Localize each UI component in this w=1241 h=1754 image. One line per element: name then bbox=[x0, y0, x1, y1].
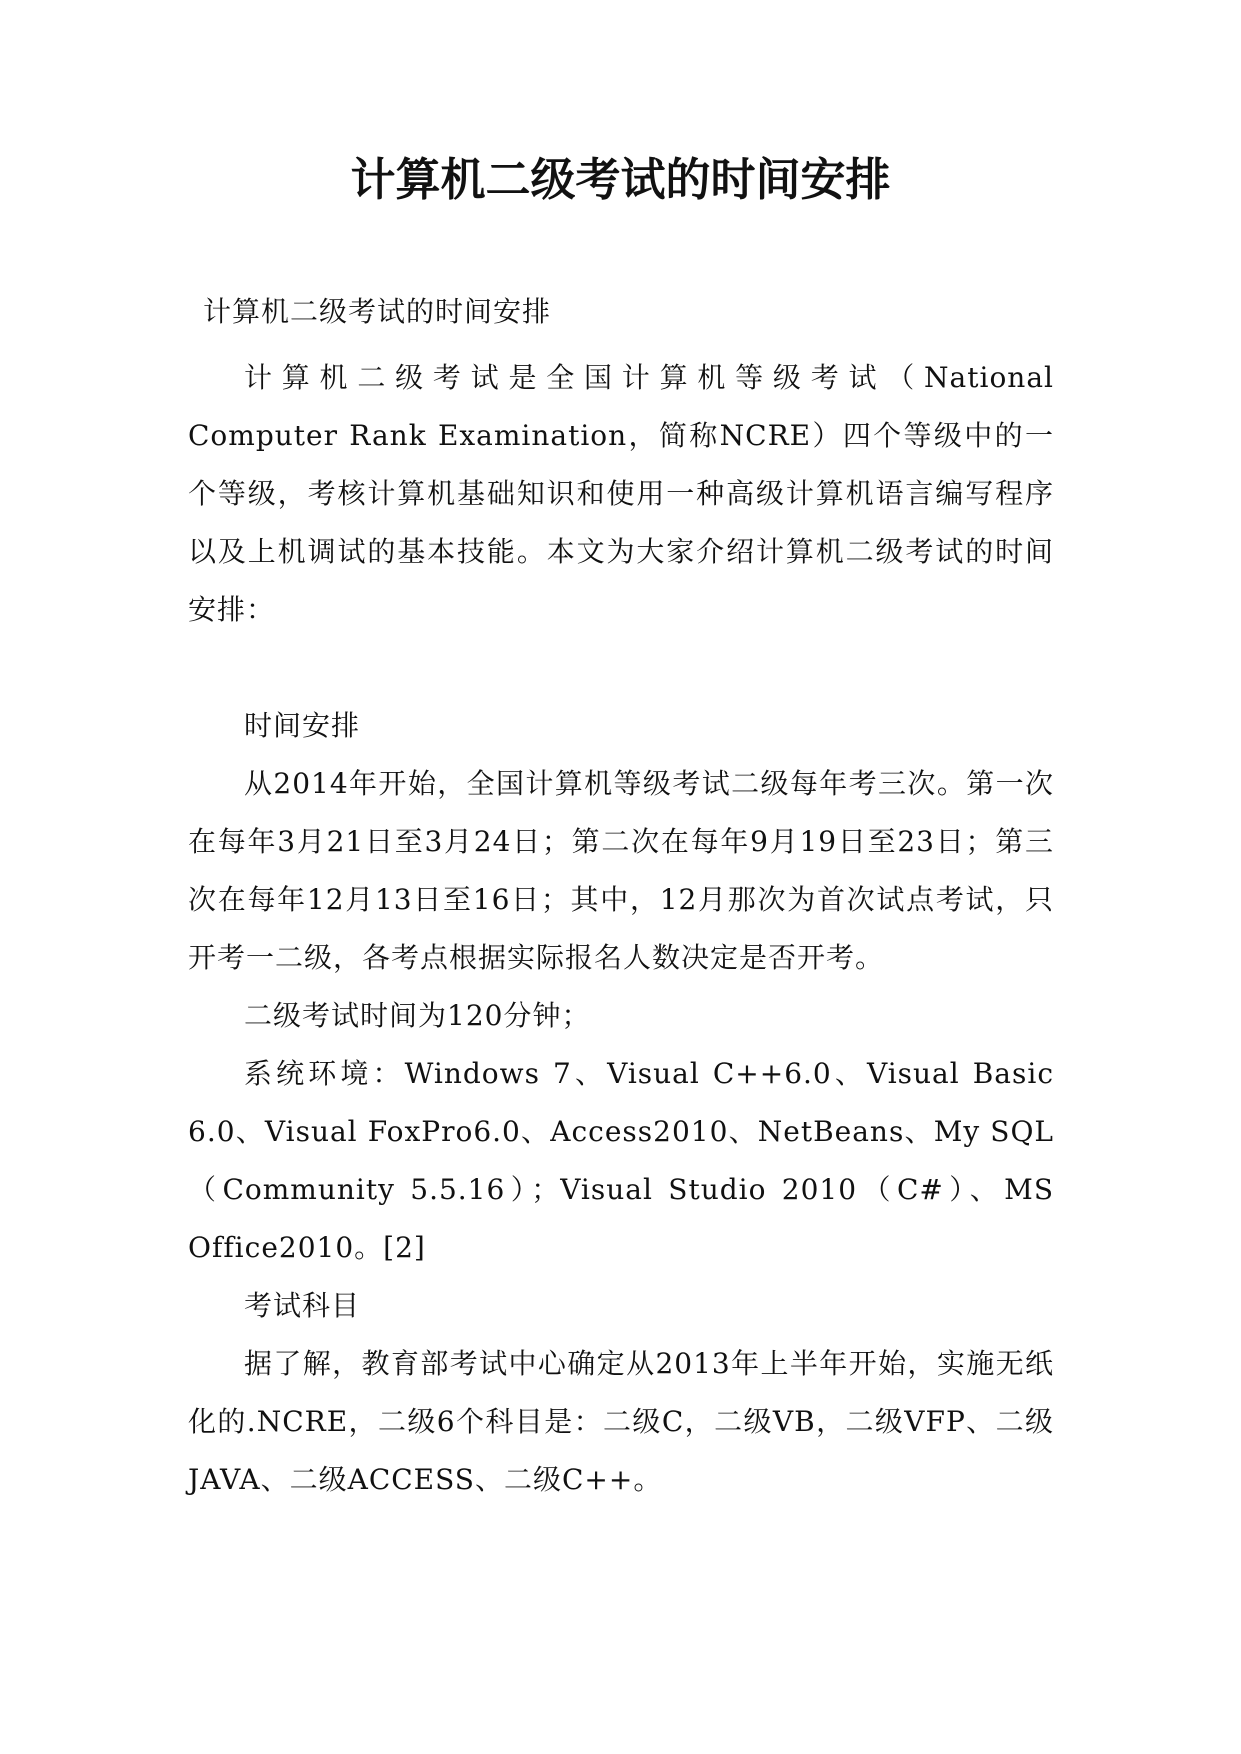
document-title: 计算机二级考试的时间安排 bbox=[350, 153, 891, 206]
paragraph-subjects: 据了解，教育部考试中心确定从2013年上半年开始，实施无纸化的.NCRE，二级6个科目是：二级C，二级VB，二级VFP、二级JAVA、二级ACCESS、二级C++。 bbox=[188, 1347, 1054, 1496]
section-heading-schedule: 时间安排 bbox=[244, 709, 361, 742]
section-heading-subjects: 考试科目 bbox=[244, 1289, 361, 1322]
paragraph-environment: 系统环境：Windows 7、Visual C++6.0、Visual Basic 6.0、Visual FoxPro6.0、Access2010、NetBeans、My SQL（Community 5.5.16）；Visual Studio 2010（C#）、MS Office2010。[2] bbox=[188, 1057, 1054, 1264]
paragraph-duration: 二级考试时间为120分钟； bbox=[244, 999, 591, 1032]
paragraph-schedule: 从2014年开始，全国计算机等级考试二级每年考三次。第一次在每年3月21日至3月24日；第二次在每年9月19日至23日；第三次在每年12月13日至16日；其中，12月那次为首次试点考试，只开考一二级，各考点根据实际报名人数决定是否开考。 bbox=[188, 767, 1054, 974]
document-subtitle: 计算机二级考试的时间安排 bbox=[203, 295, 552, 328]
paragraph-intro: 计算机二级考试是全国计算机等级考试（National Computer Rank Examination，简称NCRE）四个等级中的一个等级，考核计算机基础知识和使用一种高级计算机语言编写程序以及上机调试的基本技能。本文为大家介绍计算机二级考试的时间安排： bbox=[188, 361, 1054, 626]
document-body bbox=[188, 349, 1054, 1509]
